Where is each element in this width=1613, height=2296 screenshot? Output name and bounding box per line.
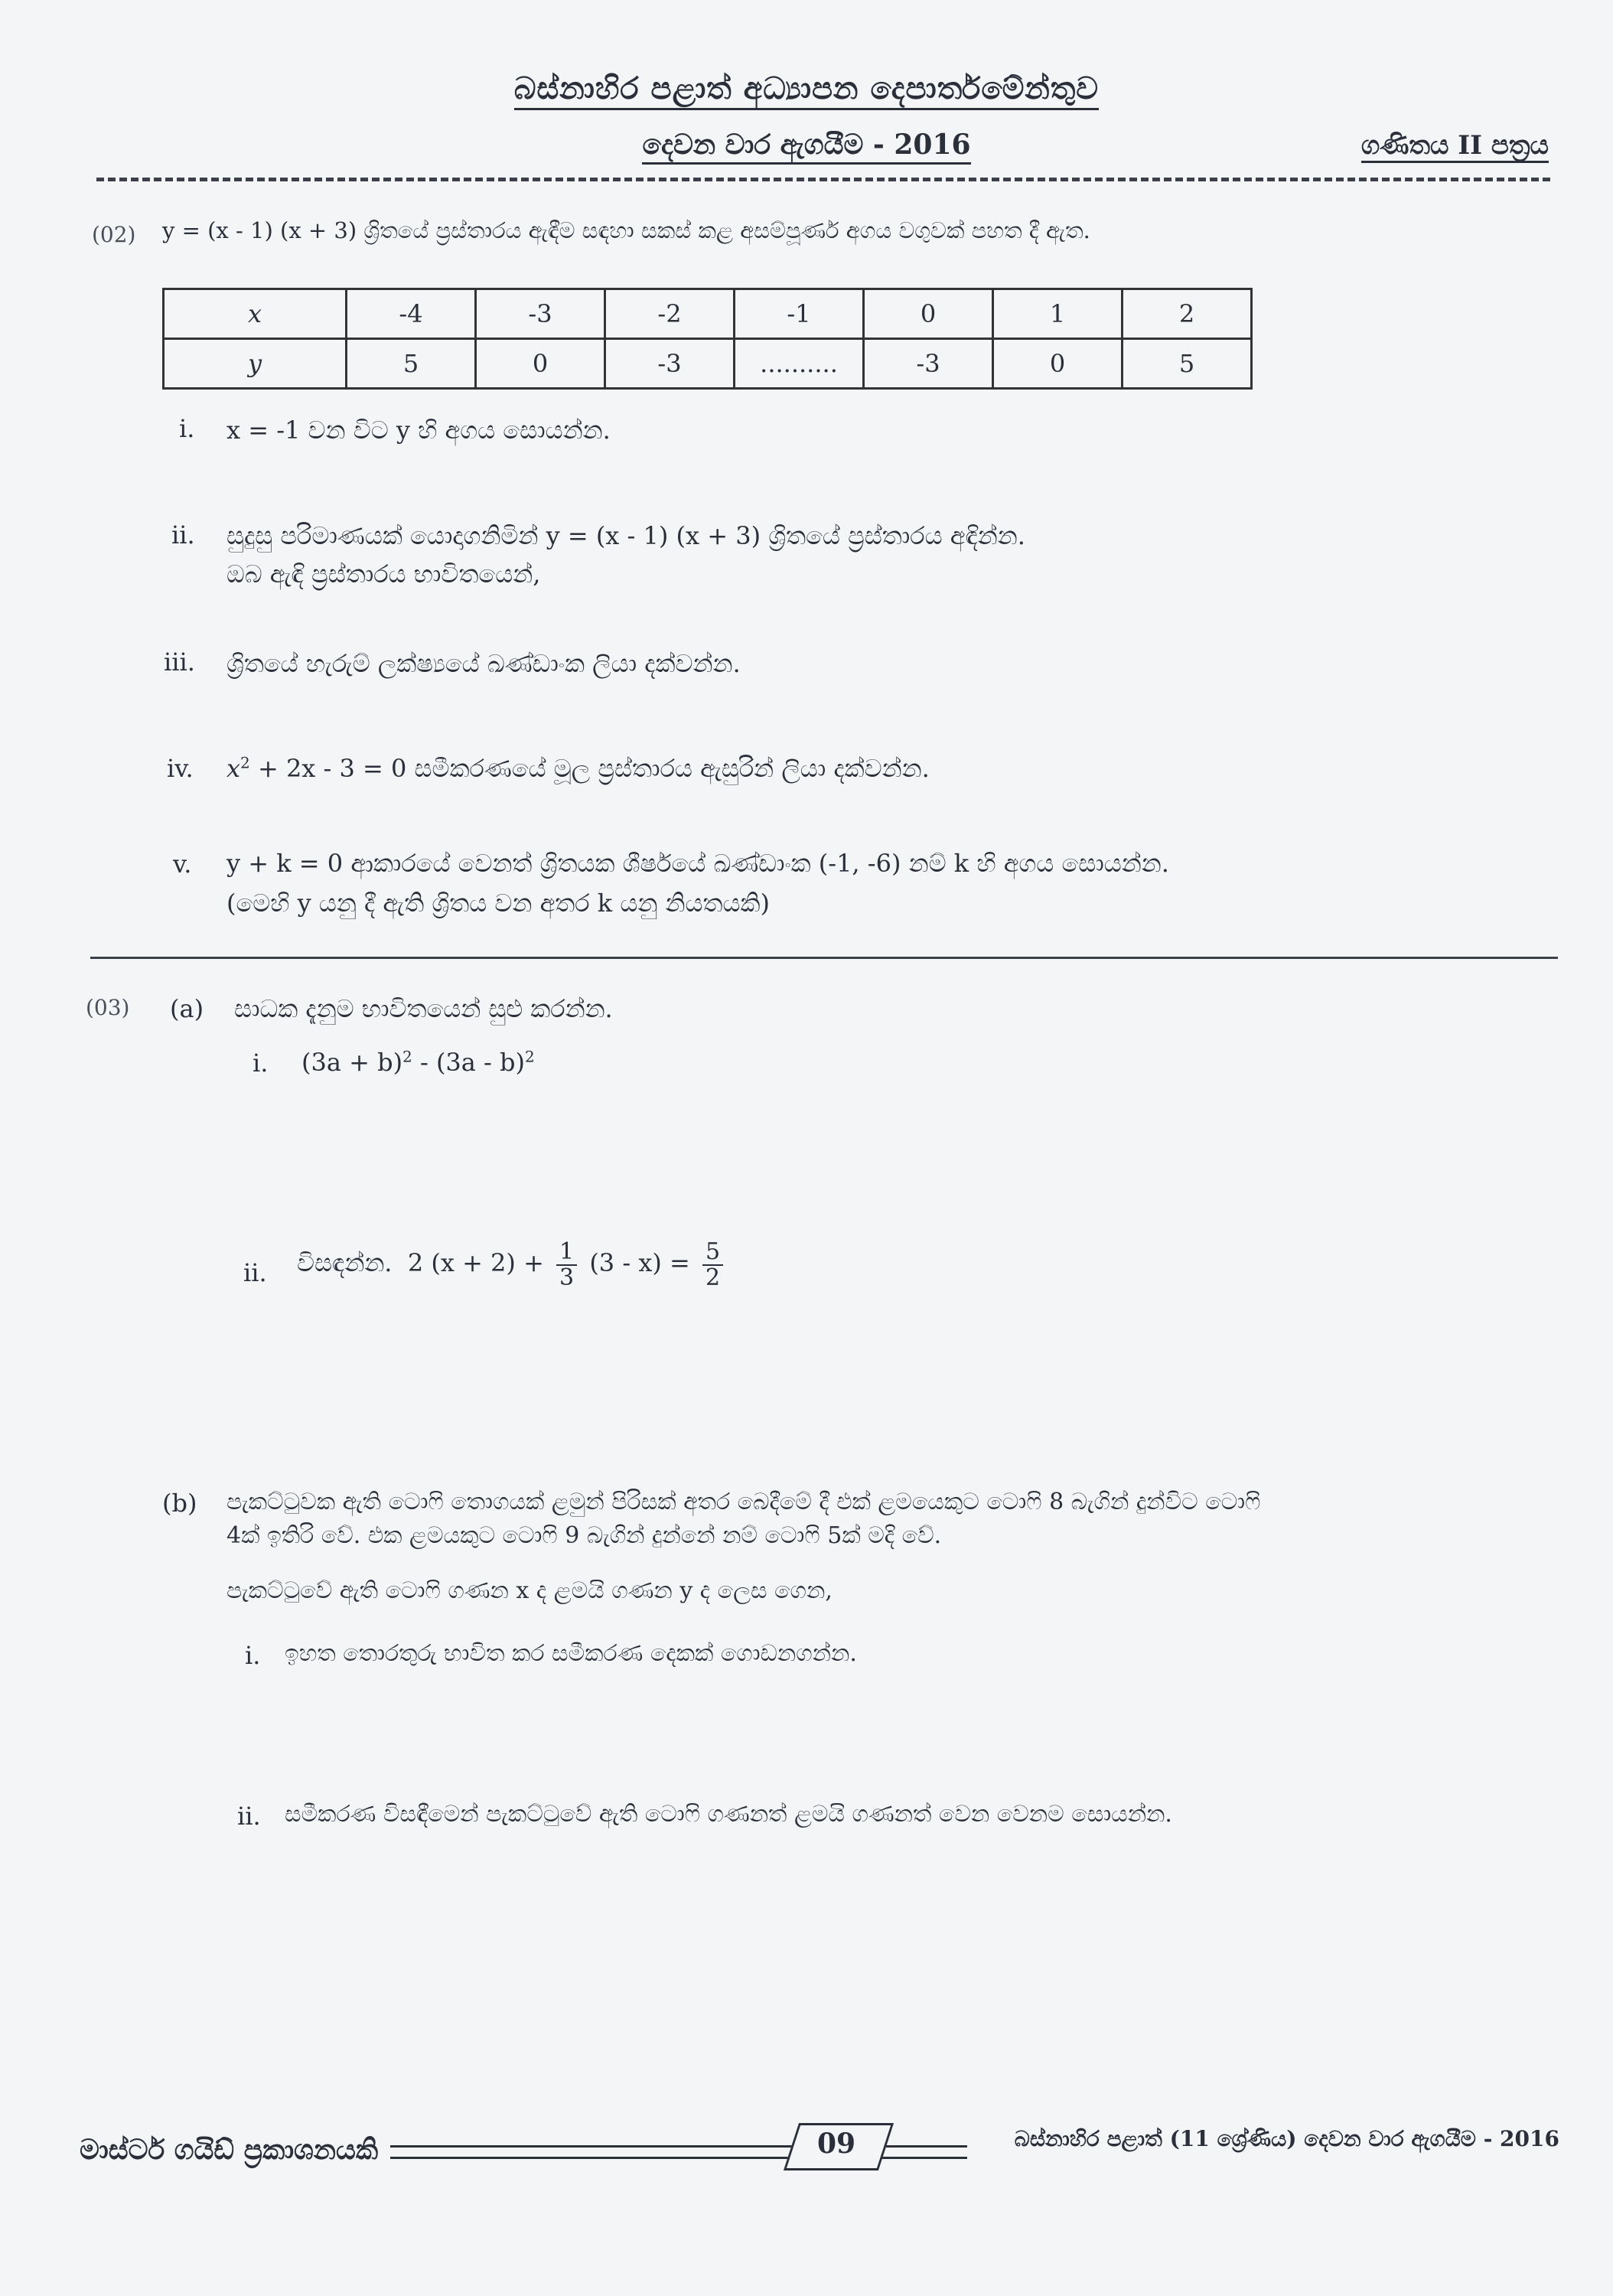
q2-iv-roman: iv.	[167, 754, 194, 783]
header-subtitle: දෙවන වාර ඇගයීම - 2016	[0, 129, 1613, 161]
q3a-label: (a)	[170, 994, 204, 1023]
table-cell: -3	[476, 289, 605, 339]
table-row-x	[164, 289, 1252, 339]
q3-number: (03)	[86, 995, 130, 1020]
table-cell: -3	[864, 339, 993, 389]
q2-number: (02)	[92, 222, 136, 247]
table-cell: 0	[476, 339, 605, 389]
q2-ii-text2: ඔබ ඇඳි ප්‍රස්තාරය භාවිතයෙන්,	[226, 559, 541, 589]
header-paper: ගණිතය II පත්‍රය	[1361, 130, 1549, 163]
table-row-y	[164, 339, 1252, 389]
table-cell: 5	[347, 339, 476, 389]
header-divider	[96, 178, 1550, 181]
table-header-y: y	[164, 339, 347, 389]
table-cell: -2	[605, 289, 735, 339]
table-cell: 0	[993, 339, 1123, 389]
q3b-i-roman: i.	[245, 1641, 261, 1670]
table-cell: 2	[1123, 289, 1252, 339]
q2-ii-text: සුදුසු පරිමාණයක් යොදාගනිමින් y = (x - 1) (x + 3) ශ්‍රිතයේ ප්‍රස්තාරය අඳින්න.	[226, 521, 1025, 550]
table-cell: -3	[605, 339, 735, 389]
q2-iv-text: $x^2 + 2x - 3 = 0$ සමීකරණයේ මූල ප්‍රස්තාරය ඇසුරින් ලියා දක්වන්න.	[226, 753, 930, 783]
footer-bar-left	[390, 2145, 796, 2159]
header-title: බස්නාහිර පළාත් අධ්‍යාපන දෙපාර්තමේන්තුව	[0, 70, 1613, 106]
q3b-para1b: 4ක් ඉතිරි වේ. එක ළමයකුට ටොෆි 9 බැගින් දුන්නේ නම් ටොෆි 5ක් මදි වේ.	[226, 1522, 942, 1549]
q3b-ii-roman: ii.	[237, 1802, 261, 1831]
q2-v-text2: (මෙහි y යනු දී ඇති ශ්‍රිතය වන අතර k යනු නියතයකි)	[226, 889, 770, 918]
table-cell: 1	[993, 289, 1123, 339]
table-cell-missing: ..........	[735, 339, 864, 389]
q3b-para1: පැකට්ටුවක ඇති ටොෆි තොගයක් ළමුන් පිරිසක් අතර බෙදීමේ දී එක් ළමයෙකුට ටොෆි 8 බැගින් දුන්විට ටොෆි	[226, 1489, 1261, 1515]
q2-i-roman: i.	[179, 414, 195, 443]
table-cell: -4	[347, 289, 476, 339]
q2-v-roman: v.	[173, 850, 192, 879]
q3b-i-text: ඉහත තොරතුරු භාවිත කර සමීකරණ දෙකක් ගොඩනගන්න.	[285, 1640, 857, 1667]
table-header-x: x	[164, 289, 347, 339]
fraction-one-third: $\frac{1}{3}$	[556, 1240, 577, 1290]
q3b-label: (b)	[162, 1489, 197, 1518]
footer-bar-right	[877, 2145, 967, 2159]
q3a-ii-roman: ii.	[243, 1258, 267, 1287]
footer-publisher: මාස්ටර් ගයිඩ් ප්‍රකාශනයකි	[80, 2134, 379, 2166]
q3a-i-expression: $(3a + b)^2 - (3a - b)^2$	[301, 1047, 535, 1077]
q2-i-text: x = -1 වන විට y හි අගය සොයන්න.	[226, 416, 611, 445]
q2-intro: y = (x - 1) (x + 3) ශ්‍රිතයේ ප්‍රස්තාරය ඇඳීම සඳහා සකස් කළ අසම්පූර්ණ අගය වගුවක් පහත දී ඇත.	[162, 217, 1090, 243]
q3b-para2: පැකට්ටුවේ ඇති ටොෆි ගණන x ද ළමයි ගණන y ද ලෙස ගෙන,	[226, 1577, 833, 1604]
q3a-ii-equation: විසඳන්න. 2 (x + 2) + $\frac{1}{3}$ (3 - x) = $\frac{5}{2}$	[297, 1240, 728, 1290]
q2-value-table	[162, 288, 1253, 390]
footer-exam-name: බස්නාහිර පළාත් (11 ශ්‍රේණිය) දෙවන වාර ඇගයීම - 2016	[1014, 2126, 1559, 2151]
q2-ii-roman: ii.	[171, 520, 195, 550]
q2-v-text: y + k = 0 ආකාරයේ වෙනත් ශ්‍රිතයක ශීර්ෂයේ ඛණ්ඩාංක (-1, -6) නම් k හි අගය සොයන්න.	[226, 849, 1169, 878]
table-cell: 5	[1123, 339, 1252, 389]
page-number: 09	[816, 2128, 856, 2160]
section-divider	[90, 957, 1558, 959]
table-cell: -1	[735, 289, 864, 339]
table-cell: 0	[864, 289, 993, 339]
q2-iii-roman: iii.	[164, 647, 195, 677]
q3a-i-roman: i.	[253, 1049, 269, 1078]
q2-iii-text: ශ්‍රිතයේ හැරුම් ලක්ෂ්‍යයේ ඛණ්ඩාංක ලියා දක්වන්න.	[226, 649, 741, 678]
q3a-intro: සාධක දැනුම භාවිතයෙන් සුළු කරන්න.	[234, 994, 613, 1023]
q3b-ii-text: සමීකරණ විසඳීමෙන් පැකට්ටුවේ ඇති ටොෆි ගණනත් ළමයි ගණනත් වෙන වෙනම සොයන්න.	[285, 1801, 1172, 1828]
fraction-five-halves: $\frac{5}{2}$	[702, 1240, 723, 1290]
